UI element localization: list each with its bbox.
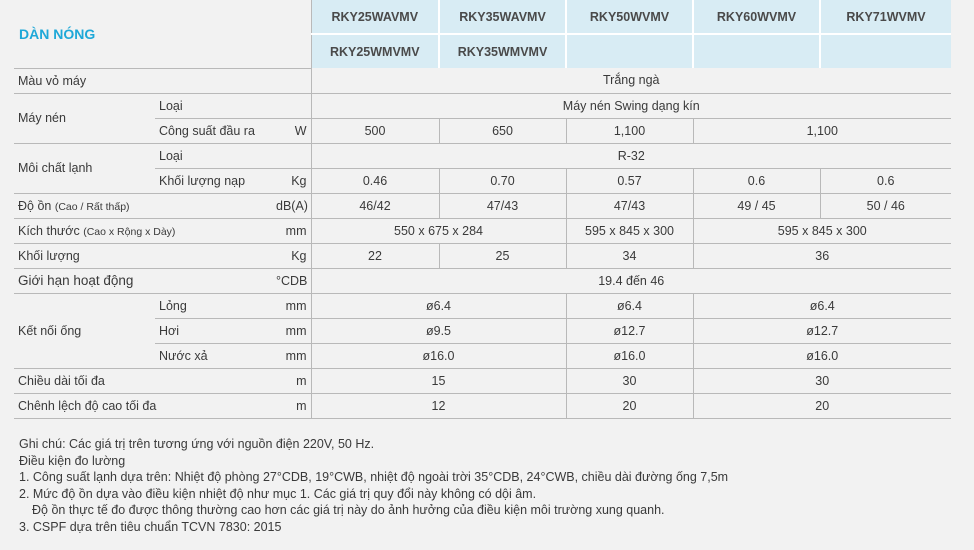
operation-range-unit: °CDB [272, 268, 311, 293]
operation-range-value: 19.4 đến 46 [311, 268, 951, 293]
max-height-value: 20 [566, 393, 693, 418]
noise-value: 50 / 46 [820, 193, 951, 218]
dimensions-value: 595 x 845 x 300 [693, 218, 951, 243]
piping-drain-value: ø16.0 [311, 343, 566, 368]
model-header: RKY25WMVMV [311, 34, 439, 68]
max-length-value: 30 [693, 368, 951, 393]
compressor-type-label: Loại [155, 93, 311, 118]
piping-drain-value: ø16.0 [566, 343, 693, 368]
weight-value: 36 [693, 243, 951, 268]
piping-label: Kết nối ống [14, 293, 155, 368]
model-header-blank [693, 34, 820, 68]
max-height-value: 12 [311, 393, 566, 418]
refrigerant-charge-label: Khối lượng nạp [155, 168, 272, 193]
noise-value: 46/42 [311, 193, 439, 218]
max-length-unit: m [272, 368, 311, 393]
piping-liquid-unit: mm [272, 293, 311, 318]
note-line: Ghi chú: Các giá trị trên tương ứng với nguồn điện 220V, 50 Hz. [19, 437, 375, 451]
weight-value: 25 [439, 243, 566, 268]
compressor-output-unit: W [272, 118, 311, 143]
model-header: RKY35WAVMV [439, 0, 566, 34]
piping-gas-value: ø9.5 [311, 318, 566, 343]
piping-gas-label: Hơi [155, 318, 272, 343]
compressor-output-value: 650 [439, 118, 566, 143]
dimensions-value: 595 x 845 x 300 [566, 218, 693, 243]
model-header-blank [820, 34, 951, 68]
compressor-output-value: 1,100 [566, 118, 693, 143]
piping-drain-value: ø16.0 [693, 343, 951, 368]
refrigerant-charge-value: 0.6 [693, 168, 820, 193]
piping-gas-unit: mm [272, 318, 311, 343]
refrigerant-label: Môi chất lạnh [14, 143, 155, 193]
dimensions-label: Kích thước (Cao x Rộng x Dày) [14, 218, 272, 243]
piping-liquid-label: Lỏng [155, 293, 272, 318]
note-line: 2. Mức độ ồn dựa vào điều kiện nhiệt độ như mục 1. Các giá trị quy đổi này không có dội âm. [19, 486, 537, 501]
casing-color-value: Trắng ngà [311, 68, 951, 93]
max-length-label: Chiều dài tối đa [14, 368, 272, 393]
model-header: RKY60WVMV [693, 0, 820, 34]
dimensions-unit: mm [272, 218, 311, 243]
notes [19, 436, 728, 535]
refrigerant-charge-unit: Kg [272, 168, 311, 193]
noise-value: 49 / 45 [693, 193, 820, 218]
noise-label: Độ ồn (Cao / Rất thấp) [14, 193, 272, 218]
piping-liquid-value: ø6.4 [311, 293, 566, 318]
weight-value: 22 [311, 243, 439, 268]
note-line: Độ ồn thực tế đo được thông thường cao hơn các giá trị này do ảnh hưởng của điều kiện môi trường xung quanh. [32, 503, 665, 517]
casing-color-label: Màu vỏ máy [14, 68, 311, 93]
piping-liquid-value: ø6.4 [693, 293, 951, 318]
piping-liquid-value: ø6.4 [566, 293, 693, 318]
model-header: RKY25WAVMV [311, 0, 439, 34]
weight-value: 34 [566, 243, 693, 268]
max-length-value: 15 [311, 368, 566, 393]
note-line: 3. CSPF dựa trên tiêu chuẩn TCVN 7830: 2015 [19, 519, 282, 534]
max-height-label: Chênh lệch độ cao tối đa [14, 393, 272, 418]
refrigerant-charge-value: 0.6 [820, 168, 951, 193]
note-line: 1. Công suất lạnh dựa trên: Nhiệt độ phòng 27°CDB, 19°CWB, nhiệt độ ngoài trời 35°CDB, 24°CWB, chiều dài đường ống 7,5m [19, 470, 729, 484]
noise-value: 47/43 [566, 193, 693, 218]
compressor-type-value: Máy nén Swing dạng kín [311, 93, 951, 118]
compressor-output-value: 1,100 [693, 118, 951, 143]
model-header: RKY71WVMV [820, 0, 951, 34]
operation-range-label: Giới hạn hoạt động [14, 268, 272, 293]
compressor-label: Máy nén [14, 93, 155, 143]
refrigerant-type-label: Loại [155, 143, 311, 168]
piping-gas-value: ø12.7 [566, 318, 693, 343]
piping-drain-unit: mm [272, 343, 311, 368]
weight-label: Khối lượng [14, 243, 272, 268]
noise-unit: dB(A) [272, 193, 311, 218]
note-line: Điều kiện đo lường [19, 453, 126, 468]
compressor-output-label: Công suất đầu ra [155, 118, 272, 143]
max-length-value: 30 [566, 368, 693, 393]
dimensions-value: 550 x 675 x 284 [311, 218, 566, 243]
piping-drain-label: Nước xả [155, 343, 272, 368]
max-height-unit: m [272, 393, 311, 418]
noise-value: 47/43 [439, 193, 566, 218]
spec-table [14, 0, 951, 419]
model-header: RKY35WMVMV [439, 34, 566, 68]
max-height-value: 20 [693, 393, 951, 418]
model-header-blank [566, 34, 693, 68]
refrigerant-charge-value: 0.46 [311, 168, 439, 193]
refrigerant-charge-value: 0.70 [439, 168, 566, 193]
piping-gas-value: ø12.7 [693, 318, 951, 343]
refrigerant-type-value: R-32 [311, 143, 951, 168]
compressor-output-value: 500 [311, 118, 439, 143]
model-header: RKY50WVMV [566, 0, 693, 34]
refrigerant-charge-value: 0.57 [566, 168, 693, 193]
weight-unit: Kg [272, 243, 311, 268]
section-title: DÀN NÓNG [14, 0, 311, 68]
